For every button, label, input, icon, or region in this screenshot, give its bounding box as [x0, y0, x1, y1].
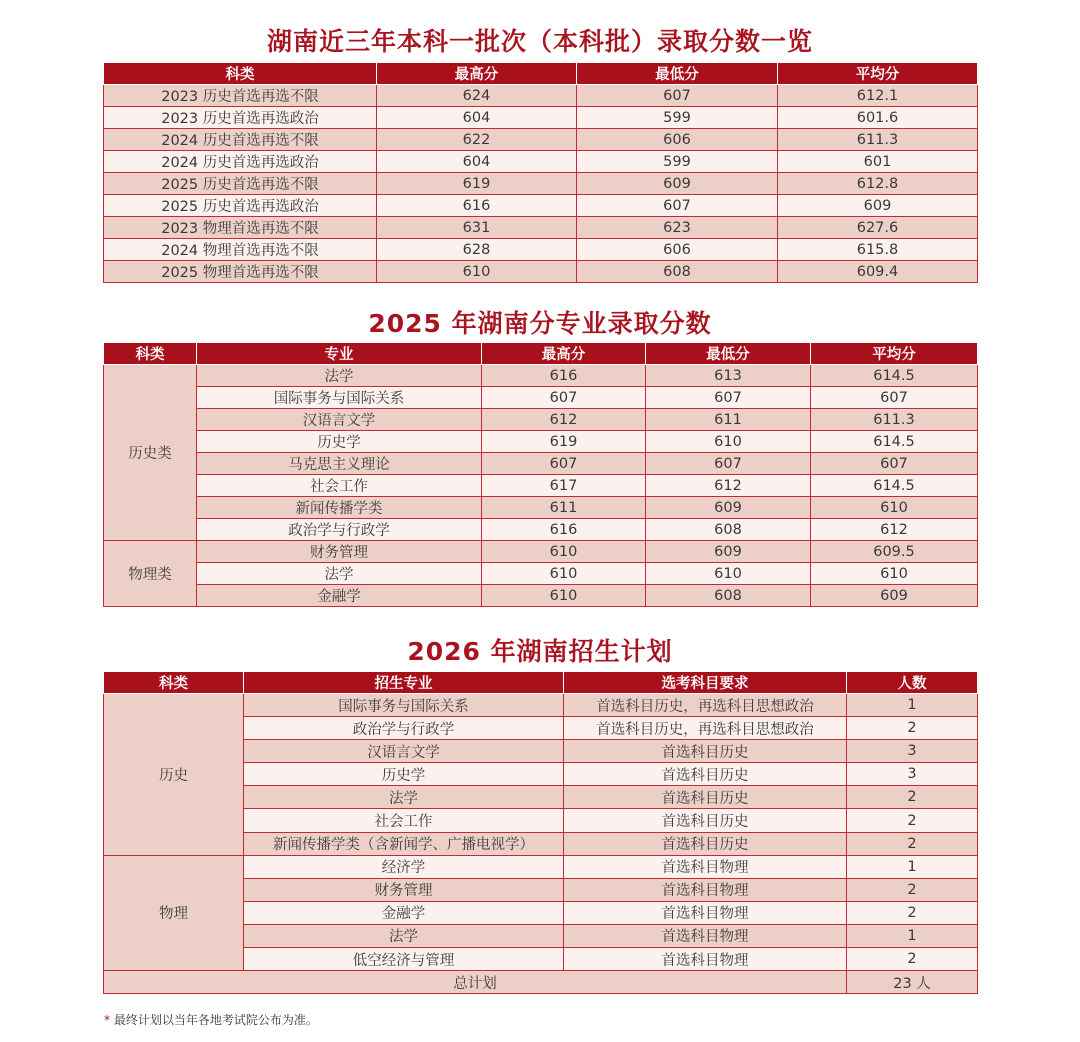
- table-cell: 610: [482, 563, 646, 585]
- table-cell: 608: [577, 261, 778, 283]
- table-row: [104, 497, 978, 519]
- column-header: 平均分: [778, 63, 978, 85]
- table-cell: 610: [482, 541, 646, 563]
- column-header: 科类: [104, 672, 244, 694]
- total-label: 总计划: [104, 971, 847, 994]
- section3-title: 2026 年湖南招生计划: [407, 637, 673, 666]
- table-cell: 607: [646, 453, 811, 475]
- table-cell: 首选科目历史: [564, 832, 847, 855]
- table-cell: 2: [847, 717, 978, 740]
- table-cell: 627.6: [778, 217, 978, 239]
- table-row: [104, 85, 978, 107]
- table-cell: 612: [482, 409, 646, 431]
- enrollment-plan-table: [103, 671, 978, 994]
- table-cell: 新闻传播学类（含新闻学、广播电视学）: [244, 832, 564, 855]
- table-row: [104, 563, 978, 585]
- table-cell: 619: [482, 431, 646, 453]
- table-cell: 610: [482, 585, 646, 607]
- table-cell: 614.5: [811, 365, 978, 387]
- total-row: [104, 971, 978, 994]
- table-cell: 首选科目物理: [564, 948, 847, 971]
- table-row: [104, 151, 978, 173]
- table-row: [104, 541, 978, 563]
- table-cell: 新闻传播学类: [197, 497, 482, 519]
- column-header: 专业: [197, 343, 482, 365]
- table-cell: 2: [847, 901, 978, 924]
- table-cell: 汉语言文学: [244, 740, 564, 763]
- table-header-row: [104, 672, 978, 694]
- table-cell: 2024 物理首选再选不限: [104, 239, 377, 261]
- table-cell: 606: [577, 239, 778, 261]
- table-cell: 2: [847, 809, 978, 832]
- table-cell: 609: [646, 541, 811, 563]
- table-row: [104, 585, 978, 607]
- table-row: [104, 387, 978, 409]
- table-cell: 首选科目物理: [564, 878, 847, 901]
- category-cell: 历史类: [104, 365, 197, 541]
- table-cell: 616: [377, 195, 577, 217]
- table-cell: 609: [778, 195, 978, 217]
- table-cell: 607: [482, 453, 646, 475]
- table-row: [104, 519, 978, 541]
- table-cell: 628: [377, 239, 577, 261]
- category-cell: 物理: [104, 855, 244, 970]
- table-cell: 607: [577, 195, 778, 217]
- table-cell: 616: [482, 365, 646, 387]
- table-cell: 2023 历史首选再选不限: [104, 85, 377, 107]
- table-cell: 2: [847, 832, 978, 855]
- table-cell: 1: [847, 855, 978, 878]
- table-cell: 2023 物理首选再选不限: [104, 217, 377, 239]
- table-cell: 615.8: [778, 239, 978, 261]
- table-cell: 610: [646, 563, 811, 585]
- table-cell: 1: [847, 924, 978, 947]
- column-header: 最低分: [577, 63, 778, 85]
- table-row: [104, 409, 978, 431]
- table-cell: 首选科目历史，再选科目思想政治: [564, 694, 847, 717]
- table-cell: 法学: [197, 563, 482, 585]
- column-header: 最高分: [482, 343, 646, 365]
- footnote-star: *: [104, 1013, 110, 1027]
- table-cell: 610: [811, 497, 978, 519]
- table-cell: 613: [646, 365, 811, 387]
- table-cell: 612: [646, 475, 811, 497]
- table-cell: 法学: [197, 365, 482, 387]
- table-cell: 611: [646, 409, 811, 431]
- table-cell: 法学: [244, 924, 564, 947]
- table-cell: 611: [482, 497, 646, 519]
- table-cell: 国际事务与国际关系: [244, 694, 564, 717]
- table-cell: 3: [847, 740, 978, 763]
- table-cell: 首选科目物理: [564, 924, 847, 947]
- table-cell: 2: [847, 878, 978, 901]
- table-cell: 马克思主义理论: [197, 453, 482, 475]
- table-cell: 财务管理: [197, 541, 482, 563]
- table-cell: 金融学: [197, 585, 482, 607]
- category-cell: 历史: [104, 694, 244, 856]
- table-cell: 601.6: [778, 107, 978, 129]
- table-cell: 608: [646, 519, 811, 541]
- section2-title: 2025 年湖南分专业录取分数: [368, 309, 712, 338]
- table-cell: 汉语言文学: [197, 409, 482, 431]
- category-cell: 物理类: [104, 541, 197, 607]
- table-cell: 2023 历史首选再选政治: [104, 107, 377, 129]
- table-cell: 2025 历史首选再选政治: [104, 195, 377, 217]
- total-value: 23 人: [847, 971, 978, 994]
- table-cell: 609: [577, 173, 778, 195]
- table-cell: 606: [577, 129, 778, 151]
- table-cell: 首选科目历史: [564, 809, 847, 832]
- table-cell: 612: [811, 519, 978, 541]
- table-cell: 617: [482, 475, 646, 497]
- column-header: 人数: [847, 672, 978, 694]
- table-row: [104, 365, 978, 387]
- table-header-row: [104, 63, 978, 85]
- table-cell: 首选科目物理: [564, 901, 847, 924]
- table-cell: 604: [377, 107, 577, 129]
- table-header-row: [104, 343, 978, 365]
- table-cell: 2025 历史首选再选不限: [104, 173, 377, 195]
- table-row: [104, 217, 978, 239]
- table-row: [104, 431, 978, 453]
- table-row: [104, 239, 978, 261]
- table-cell: 607: [646, 387, 811, 409]
- table-cell: 607: [811, 387, 978, 409]
- major-scores-table: [103, 342, 978, 607]
- table-cell: 624: [377, 85, 577, 107]
- table-cell: 社会工作: [244, 809, 564, 832]
- table-cell: 619: [377, 173, 577, 195]
- table-row: [104, 855, 978, 878]
- column-header: 平均分: [811, 343, 978, 365]
- table-cell: 614.5: [811, 431, 978, 453]
- table-row: [104, 107, 978, 129]
- table-cell: 2025 物理首选再选不限: [104, 261, 377, 283]
- table-cell: 2: [847, 786, 978, 809]
- table-cell: 首选科目历史: [564, 786, 847, 809]
- table-cell: 610: [377, 261, 577, 283]
- table-cell: 599: [577, 151, 778, 173]
- table-cell: 609: [646, 497, 811, 519]
- table-cell: 首选科目历史，再选科目思想政治: [564, 717, 847, 740]
- table-cell: 政治学与行政学: [244, 717, 564, 740]
- table-cell: 社会工作: [197, 475, 482, 497]
- table-cell: 2024 历史首选再选政治: [104, 151, 377, 173]
- table-cell: 国际事务与国际关系: [197, 387, 482, 409]
- table-cell: 631: [377, 217, 577, 239]
- table-cell: 3: [847, 763, 978, 786]
- table-cell: 法学: [244, 786, 564, 809]
- footnote-text: 最终计划以当年各地考试院公布为准。: [113, 1013, 318, 1027]
- table-cell: 607: [577, 85, 778, 107]
- table-cell: 616: [482, 519, 646, 541]
- table-cell: 历史学: [197, 431, 482, 453]
- table-cell: 604: [377, 151, 577, 173]
- table-cell: 609.5: [811, 541, 978, 563]
- table-cell: 610: [811, 563, 978, 585]
- column-header: 科类: [104, 343, 197, 365]
- table-cell: 622: [377, 129, 577, 151]
- column-header: 科类: [104, 63, 377, 85]
- column-header: 最高分: [377, 63, 577, 85]
- footnote: [104, 1011, 318, 1028]
- table-row: [104, 129, 978, 151]
- table-cell: 609.4: [778, 261, 978, 283]
- table-cell: 历史学: [244, 763, 564, 786]
- column-header: 选考科目要求: [564, 672, 847, 694]
- table-row: [104, 453, 978, 475]
- table-cell: 首选科目历史: [564, 763, 847, 786]
- table-cell: 财务管理: [244, 878, 564, 901]
- table-cell: 经济学: [244, 855, 564, 878]
- table-cell: 611.3: [778, 129, 978, 151]
- column-header: 最低分: [646, 343, 811, 365]
- table-row: [104, 475, 978, 497]
- table-cell: 601: [778, 151, 978, 173]
- table-cell: 607: [811, 453, 978, 475]
- table-row: [104, 195, 978, 217]
- table-cell: 612.1: [778, 85, 978, 107]
- table-cell: 2: [847, 948, 978, 971]
- table-cell: 金融学: [244, 901, 564, 924]
- table-cell: 612.8: [778, 173, 978, 195]
- table-cell: 首选科目历史: [564, 740, 847, 763]
- admission-scores-table: [103, 62, 978, 283]
- table-row: [104, 694, 978, 717]
- table-cell: 2024 历史首选再选不限: [104, 129, 377, 151]
- table-cell: 607: [482, 387, 646, 409]
- table-cell: 608: [646, 585, 811, 607]
- table-cell: 611.3: [811, 409, 978, 431]
- column-header: 招生专业: [244, 672, 564, 694]
- table-cell: 政治学与行政学: [197, 519, 482, 541]
- table-row: [104, 173, 978, 195]
- table-cell: 1: [847, 694, 978, 717]
- table-cell: 609: [811, 585, 978, 607]
- table-row: [104, 261, 978, 283]
- table-cell: 610: [646, 431, 811, 453]
- table-cell: 599: [577, 107, 778, 129]
- table-cell: 614.5: [811, 475, 978, 497]
- section1-title: 湖南近三年本科一批次（本科批）录取分数一览: [266, 27, 813, 56]
- table-cell: 低空经济与管理: [244, 948, 564, 971]
- table-cell: 623: [577, 217, 778, 239]
- table-cell: 首选科目物理: [564, 855, 847, 878]
